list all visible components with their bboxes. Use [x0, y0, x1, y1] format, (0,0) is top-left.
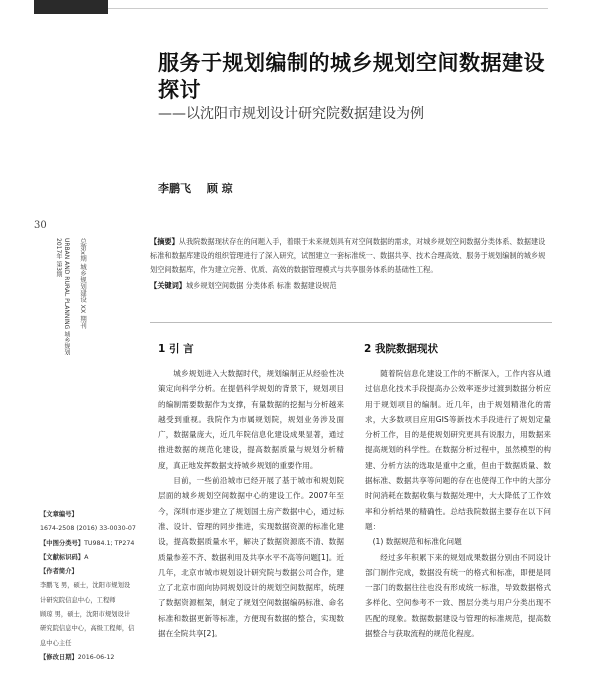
abstract-label: 【摘要】: [150, 237, 179, 246]
section-1-heading: 1 引 言: [158, 343, 194, 355]
info-line: 顾琼 男，硕士，沈阳市规划设计: [40, 611, 131, 619]
abstract-block: [150, 235, 552, 293]
info-line: 李鹏飞 男，硕士，沈阳市规划设: [40, 582, 131, 590]
info-line: 【中图分类号】TU984.1; TP274: [40, 539, 135, 547]
author-list: [158, 180, 245, 196]
section-2-heading: 2 我院数据现状: [364, 343, 438, 355]
paragraph: 城乡规划进入大数据时代，规划编制正从经验性决策定向科学分析。在提倡科学规划的背景下，规划项目的编制需要数据作为支撑，有量数据的挖掘与分析越来越受到重视。我院作为市属规划院，规划业务涉及面广，数据量庞大，近几年院信息化建设成果显著，通过推进数据的规范化建设，提高数据质量与规划分析精度，真正地发挥数据支持城乡规划的重要作用。: [158, 369, 344, 470]
info-line: 【修改日期】2016-06-12: [40, 653, 115, 661]
page-number: 30: [34, 220, 47, 231]
info-line: 【文章编号】: [40, 511, 78, 518]
keywords-label: 【关键词】: [150, 281, 186, 290]
info-line: 计研究院信息中心，工程师: [40, 596, 116, 604]
info-line: 【作者简介】: [40, 568, 78, 576]
paragraph: 经过多年积累下来的规划成果数据分别由不同设计部门制作完成，数据没有统一的格式和标准，即便是同一部门的数据往往也没有形成统一标准，导致数据格式多样化、空间参考不一致、图层分类与用户分类出现不匹配的现象。数据数据建设与管理的标准规范，提高数据整合与获取流程的规范化程度。: [365, 552, 551, 639]
keywords-text: 城乡规划空间数据 分类体系 标准 数据建设规范: [185, 281, 337, 290]
subheading: (1) 数据规范和标准化问题: [372, 537, 462, 547]
info-line: 息中心主任: [40, 639, 72, 647]
info-line: 1674-2508 (2016) 33-0030-07: [40, 525, 136, 533]
info-line: 研究院信息中心，高级工程师，信: [40, 625, 135, 633]
info-line: 【文献标识码】A: [40, 553, 89, 561]
header-rule: [108, 8, 548, 9]
header-bar: [34, 0, 108, 14]
journal-vertical-text: URBAN AND RURAL PLANNING 城乡规划 2017年 第3期: [55, 238, 70, 356]
article-subtitle: ——以沈阳市规划设计研究院数据建设为例: [158, 106, 424, 122]
author-2: 顾 琼: [206, 182, 233, 195]
right-column: [365, 366, 551, 641]
author-1: 李鹏飞: [158, 182, 191, 195]
abstract-divider: [150, 322, 552, 323]
side-vertical-text: 总第x期 城乡规划建设 XX 期刊: [79, 238, 87, 329]
abstract-text: 从我院数据现状存在的问题入手，着眼于未来规划具有对空间数据的需求，对城乡规划空间数据分类体系、数据建设标准和数据库建设的组织管理进行了深入研究，试图建立一套标准统一、数据共享、技术合理高效、服务于规划编制的城乡规划空间数据库，作为建立完善、优质、高效的数据管理模式与共享服务体系的基础性工程。: [150, 237, 546, 274]
article-info-sidebar: [40, 508, 150, 665]
paragraph: 目前，一些前沿城市已经开展了基于城市和规划院层面的城乡规划空间数据中心的建设工作。2007年至今，深圳市逐步建立了规划国土房产数据中心，通过标准、设计、管理的同步推进，实现数据资源的标准化建设，提高数据质量水平，解决了数据资源底不清、数据质量参差不齐、数据利用及共享水平不高等问题[1]。近几年，北京市城市规划设计研究院与数据公司合作，建立了北京市面向协同规划设计的规划空间数据库，统理了数据资源框架，制定了规划空间数据编码标准、命名标准和数据更新等标准，方便现有数据的整合，实现数据在全院共享[2]。: [158, 476, 344, 639]
left-column: [158, 366, 344, 641]
paragraph: 随着院信息化建设工作的不断深入，工作内容从通过信息化技术手段提高办公效率逐步过渡到数据分析应用于规划项目的编制。近几年，由于规划精准化的需求，大多数项目应用GIS等新技术手段进行了规划定量分析工作，目的是使规划研究更具有说服力，用数据来提高规划的科学性。在数据分析过程中，虽然模型的构建、分析方法的选取是重中之重，但由于数据质量、数据标准、数据共享等问题的存在也使得工作中的大部分时间消耗在数据收集与数据处理中，大大降低了工作效率和分析结果的精确性。总结我院数据主要存在以下问题：: [365, 369, 551, 531]
article-title: 服务于规划编制的城乡规划空间数据建设探讨: [158, 51, 545, 102]
